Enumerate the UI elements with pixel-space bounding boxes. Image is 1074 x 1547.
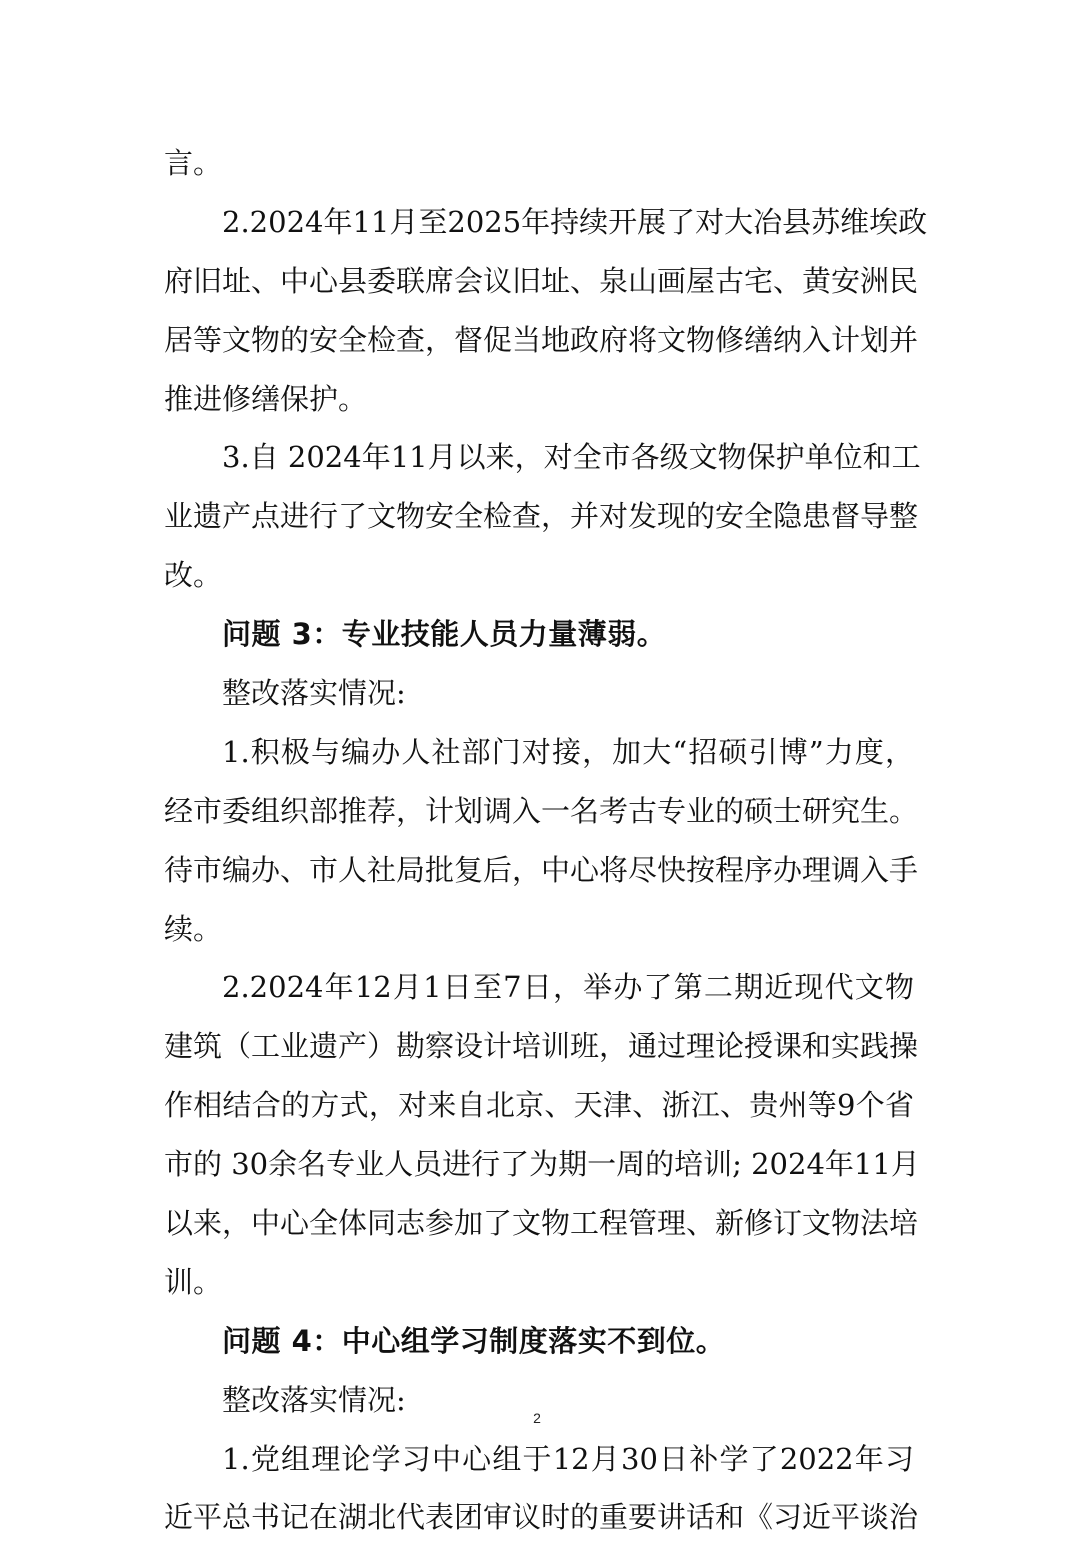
paragraph-line: 以来，中心全体同志参加了文物工程管理、新修订文物法培 [164,1206,919,1241]
paragraph-line: 言。 [164,146,223,180]
paragraph-line: 2.2024年11月至2025年持续开展了对大冶县苏维埃政 [222,204,928,239]
paragraph-line: 3.自 2024年11月以来，对全市各级文物保护单位和工 [222,440,921,475]
paragraph-line: 改。 [164,558,223,593]
paragraph-line: 续。 [164,911,223,946]
paragraph-line: 训。 [164,1264,223,1299]
paragraph-line: 待市编办、市人社局批复后，中心将尽快按程序办理调入手 [164,852,919,887]
paragraph-line: 业遗产点进行了文物安全检查，并对发现的安全隐患督导整 [164,499,919,534]
paragraph-line: 经市委组织部推荐，计划调入一名考古专业的硕士研究生。 [164,793,919,828]
paragraph-line: 推进修缮保护。 [164,381,368,416]
paragraph-line: 市的 30余名专业人员进行了为期一周的培训; 2024年11月 [164,1147,920,1182]
paragraph-line: 作相结合的方式，对来自北京、天津、浙江、贵州等9个省 [164,1088,914,1123]
page-number: 2 [533,1410,541,1426]
paragraph-line: 近平总书记在湖北代表团审议时的重要讲话和《习近平谈治 [164,1500,919,1535]
document-body [164,134,928,1547]
section-heading: 问题 4：中心组学习制度落实不到位。 [222,1323,726,1358]
paragraph-line: 1.积极与编办人社部门对接，加大“招硕引博”力度， [222,734,914,769]
paragraph-line: 整改落实情况: [222,676,406,711]
paragraph-line: 1.党组理论学习中心组于12月30日补学了2022年习 [222,1441,914,1476]
section-heading: 问题 3：专业技能人员力量薄弱。 [222,617,667,652]
paragraph-line: 府旧址、中心县委联席会议旧址、泉山画屋古宅、黄安洲民 [164,263,919,298]
paragraph-line: 整改落实情况: [222,1382,406,1417]
paragraph-line: 建筑（工业遗产）勘察设计培训班，通过理论授课和实践操 [164,1029,919,1064]
paragraph-line: 居等文物的安全检查，督促当地政府将文物修缮纳入计划并 [164,322,919,357]
paragraph-line: 2.2024年12月1日至7日，举办了第二期近现代文物 [222,970,914,1005]
